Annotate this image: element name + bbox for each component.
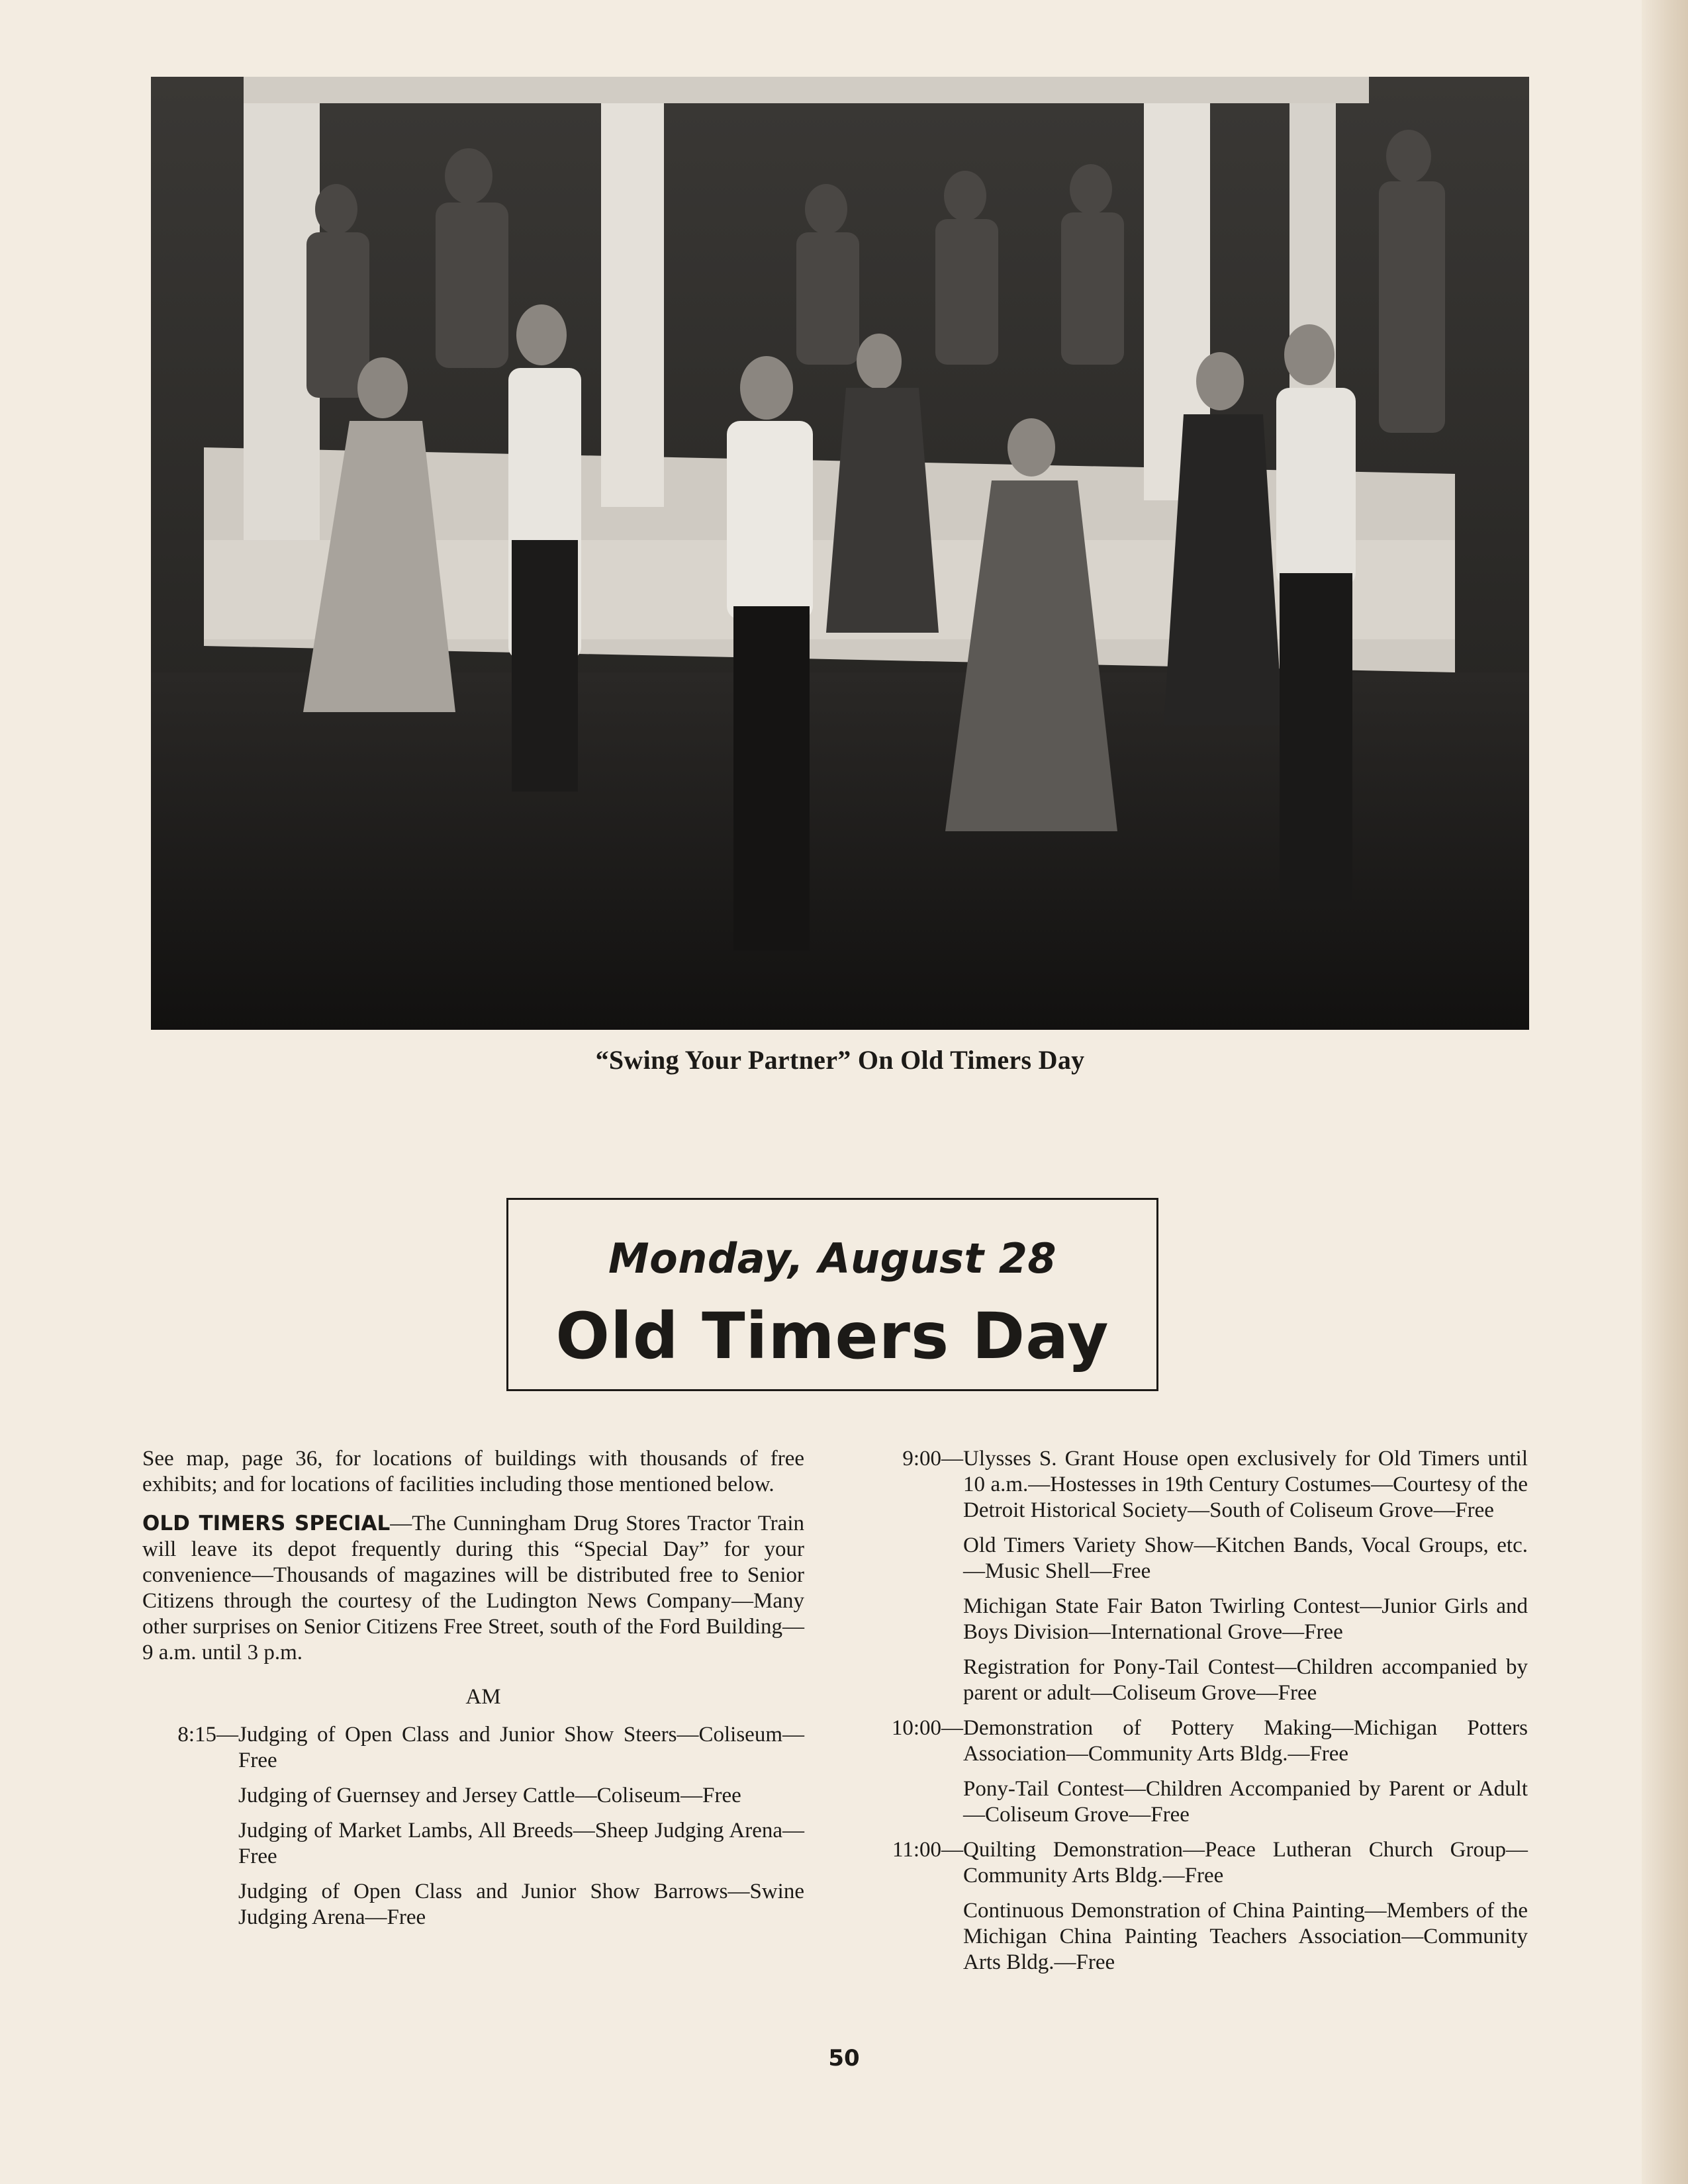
schedule-item: Judging of Open Class and Junior Show Barrows—Swine Judging Arena—Free: [238, 1880, 804, 1929]
entry-items: [963, 1837, 1528, 1976]
schedule-item: Ulysses S. Grant House open exclusively for Old Timers until 10 a.m.—Hostesses in 19th Century Costumes—Courtesy of the Detroit Historical Society—South of Coliseum Grove—Free: [963, 1447, 1528, 1522]
schedule-item: Judging of Guernsey and Jersey Cattle—Coliseum—Free: [238, 1784, 741, 1807]
special-paragraph: [142, 1511, 804, 1666]
schedule-item: Continuous Demonstration of China Painting—Members of the Michigan China Painting Teachers Association—Community Arts Bldg.—Free: [963, 1899, 1528, 1974]
schedule-item: Michigan State Fair Baton Twirling Contest—Junior Girls and Boys Division—International Grove—Free: [963, 1594, 1528, 1644]
entry-time: 8:15—: [177, 1723, 238, 1747]
entry-items: [238, 1722, 804, 1931]
entry-time: 11:00—: [892, 1838, 963, 1862]
special-text: —The Cunningham Drug Stores Tractor Train will leave its depot frequently during this “Special Day” for your convenience—Thousands of magazines will be distributed free to Senior Citizens through the courtesy of the Ludington News Company—Many other surprises on Senior Citizens Free Street, south of the Ford Building—9 a.m. until 3 p.m.: [142, 1512, 804, 1664]
page-number: 50: [828, 2045, 860, 2071]
am-label: AM: [465, 1685, 501, 1709]
schedule-item: Quilting Demonstration—Peace Lutheran Church Group—Community Arts Bldg.—Free: [963, 1838, 1528, 1888]
entry-time: 9:00—: [902, 1447, 963, 1471]
schedule-entry: [142, 1722, 804, 1931]
intro-paragraph: See map, page 36, for locations of buildings with thousands of free exhibits; and for locations of facilities including those mentioned below.: [142, 1447, 804, 1496]
schedule-item: Demonstration of Pottery Making—Michigan Potters Association—Community Arts Bldg.—Free: [963, 1716, 1528, 1766]
bandstand-photo: [151, 77, 1529, 1030]
photo-caption: “Swing Your Partner” On Old Timers Day: [595, 1045, 1085, 1075]
entry-items: [963, 1715, 1528, 1828]
entry-items: [963, 1446, 1528, 1706]
entry-time: 10:00—: [891, 1716, 963, 1740]
photo-illustration: [151, 77, 1529, 1030]
schedule-entry: [880, 1837, 1528, 1976]
special-heading: OLD TIMERS SPECIAL: [142, 1512, 391, 1535]
schedule-item: Judging of Market Lambs, All Breeds—Sheep Judging Arena—Free: [238, 1819, 804, 1868]
schedule-item: Registration for Pony-Tail Contest—Children accompanied by parent or adult—Coliseum Grove—Free: [963, 1655, 1528, 1705]
page-edge-shadow: [1642, 0, 1688, 2184]
event-date: Monday, August 28: [608, 1234, 1057, 1283]
schedule-item: Pony-Tail Contest—Children Accompanied by Parent or Adult—Coliseum Grove—Free: [963, 1777, 1528, 1827]
title-box: [506, 1198, 1158, 1391]
event-title: Old Timers Day: [555, 1299, 1109, 1373]
schedule-entry: [880, 1446, 1528, 1706]
schedule-item: Judging of Open Class and Junior Show Steers—Coliseum—Free: [238, 1723, 804, 1772]
left-column: [142, 1446, 804, 1940]
schedule-item: Old Timers Variety Show—Kitchen Bands, Vocal Groups, etc.—Music Shell—Free: [963, 1533, 1528, 1583]
right-column: [880, 1446, 1528, 1985]
schedule-entry: [880, 1715, 1528, 1828]
